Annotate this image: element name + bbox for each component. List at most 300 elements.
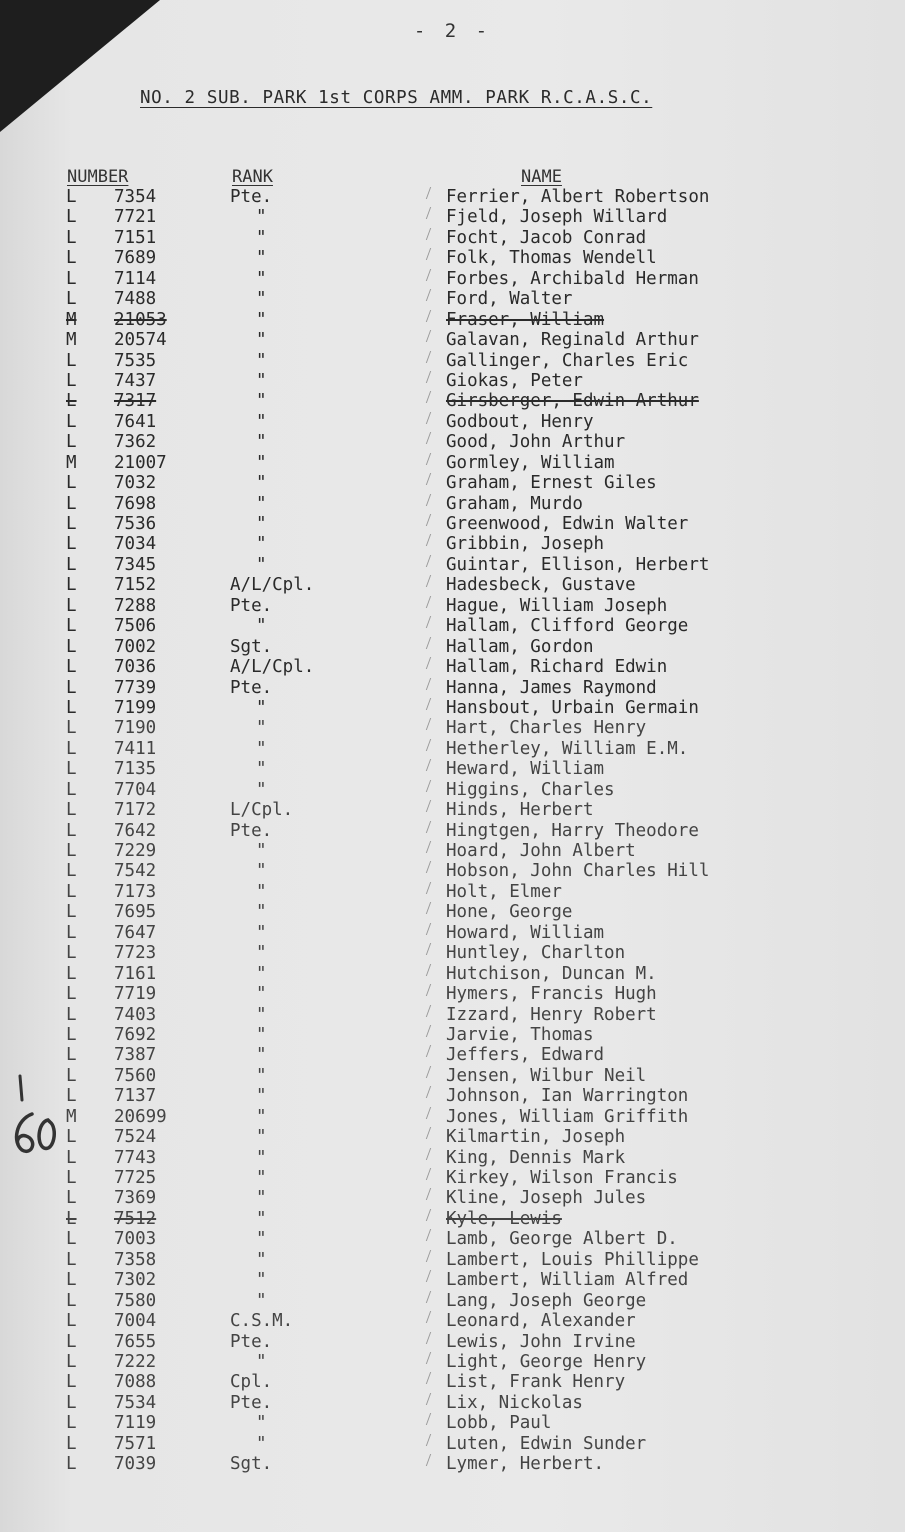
roster-row [0,882,905,902]
rank: " [256,943,267,964]
soldier-name: Fraser, William [446,309,605,330]
service-number: 7004 [114,1311,157,1332]
service-number: 7199 [114,697,157,718]
service-prefix: L [66,820,77,841]
service-number: 7362 [114,432,157,453]
soldier-name: Hallam, Gordon [446,636,594,657]
soldier-name: Hague, William Joseph [446,595,668,616]
service-prefix: L [66,1065,77,1086]
check-tick-mark [426,861,439,873]
check-tick-mark [426,902,439,914]
roster-row [0,1148,905,1168]
rank: Pte. [230,677,273,698]
soldier-name: Lobb, Paul [446,1413,552,1434]
service-number: 7692 [114,1024,157,1045]
service-prefix: L [66,1045,77,1066]
check-tick-mark [426,657,439,669]
service-number: 7173 [114,881,157,902]
roster-row [0,187,905,207]
roster-row [0,1270,905,1290]
service-prefix: L [66,187,77,207]
service-prefix: L [66,881,77,902]
service-prefix: L [66,718,77,739]
check-tick-mark [426,1332,439,1344]
check-tick-mark [426,616,439,628]
service-number: 7698 [114,493,157,514]
service-number: 7151 [114,227,157,248]
service-number: 7534 [114,1392,157,1413]
rank: " [256,330,267,351]
check-tick-mark [426,800,439,812]
service-prefix: L [66,1372,77,1393]
check-tick-mark [426,1229,439,1241]
check-tick-mark [426,596,439,608]
service-prefix: L [66,922,77,943]
soldier-name: Hansbout, Urbain Germain [446,697,699,718]
check-tick-mark [426,207,439,219]
rank: C.S.M. [230,1311,294,1332]
soldier-name: Jones, William Griffith [446,1106,689,1127]
soldier-name: Lambert, Louis Phillippe [446,1249,699,1270]
service-prefix: L [66,1127,77,1148]
service-prefix: L [66,493,77,514]
service-prefix: L [66,984,77,1005]
soldier-name: Folk, Thomas Wendell [446,248,657,269]
check-tick-mark [426,1311,439,1323]
check-tick-mark [426,1188,439,1200]
service-number: 7002 [114,636,157,657]
service-prefix: L [66,963,77,984]
service-prefix: L [66,677,77,698]
service-prefix: L [66,227,77,248]
check-tick-mark [426,1250,439,1262]
service-prefix: L [66,514,77,534]
roster-row [0,289,905,309]
rank: " [256,1188,267,1209]
soldier-name: Jeffers, Edward [446,1045,605,1066]
soldier-name: Kilmartin, Joseph [446,1127,626,1148]
rank: Pte. [230,187,273,207]
check-tick-mark [426,678,439,690]
rank: " [256,432,267,453]
service-number: 7506 [114,616,157,637]
rank: " [256,616,267,637]
soldier-name: Lang, Joseph George [446,1290,647,1311]
roster-row [0,1311,905,1331]
service-number: 7137 [114,1086,157,1107]
check-tick-mark [426,269,439,281]
soldier-name: Focht, Jacob Conrad [446,227,647,248]
roster-row [0,1127,905,1147]
soldier-name: Ferrier, Albert Robertson [446,187,710,207]
header-number: NUMBER [67,167,129,187]
rank: " [256,534,267,555]
roster-row [0,534,905,554]
roster-row [0,616,905,636]
service-prefix: L [66,943,77,964]
rank: " [256,1127,267,1148]
service-number: 7524 [114,1127,157,1148]
check-tick-mark [426,432,439,444]
soldier-name: Hart, Charles Henry [446,718,647,739]
rank: Sgt. [230,636,273,657]
service-number: 7642 [114,820,157,841]
rank: " [256,452,267,473]
service-number: 7135 [114,759,157,780]
soldier-name: Hadesbeck, Gustave [446,575,636,596]
service-number: 7655 [114,1331,157,1352]
soldier-name: Lewis, John Irvine [446,1331,636,1352]
roster-row [0,1168,905,1188]
check-tick-mark [426,964,439,976]
service-prefix: L [66,902,77,923]
roster-row [0,391,905,411]
roster-row [0,1393,905,1413]
rank: " [256,1249,267,1270]
check-tick-mark [426,1127,439,1139]
rank: " [256,1270,267,1291]
rank: " [256,473,267,494]
soldier-name: Hone, George [446,902,573,923]
rank: " [256,1024,267,1045]
soldier-name: Howard, William [446,922,605,943]
roster-row [0,718,905,738]
rank: " [256,759,267,780]
check-tick-mark [426,1045,439,1057]
rank: A/L/Cpl. [230,575,315,596]
service-number: 7119 [114,1413,157,1434]
rank: Pte. [230,1331,273,1352]
roster-row [0,412,905,432]
service-number: 7725 [114,1168,157,1188]
soldier-name: Jensen, Wilbur Neil [446,1065,647,1086]
rank: " [256,1045,267,1066]
soldier-name: Lix, Nickolas [446,1392,583,1413]
service-prefix: L [66,391,77,412]
service-number: 7034 [114,534,157,555]
service-prefix: M [66,330,77,351]
roster-row [0,575,905,595]
rank: " [256,1147,267,1168]
service-number: 7114 [114,268,157,289]
page-number: - 2 - [413,20,492,42]
soldier-name: List, Frank Henry [446,1372,626,1393]
service-number: 7704 [114,779,157,800]
check-tick-mark [426,1209,439,1221]
roster-row [0,1413,905,1433]
soldier-name: Ford, Walter [446,289,573,310]
check-tick-mark [426,1372,439,1384]
soldier-name: Heward, William [446,759,605,780]
rank: " [256,881,267,902]
service-number: 7723 [114,943,157,964]
soldier-name: Hingtgen, Harry Theodore [446,820,699,841]
service-prefix: L [66,432,77,453]
service-prefix: L [66,738,77,759]
rank: " [256,268,267,289]
service-prefix: L [66,636,77,657]
check-tick-mark [426,248,439,260]
check-tick-mark [426,718,439,730]
soldier-name: Leonard, Alexander [446,1311,636,1332]
service-number: 7721 [114,207,157,228]
soldier-name: Hinds, Herbert [446,800,594,821]
service-prefix: M [66,1106,77,1127]
rank: " [256,554,267,575]
service-number: 7345 [114,554,157,575]
check-tick-mark [426,1025,439,1037]
soldier-name: Luten, Edwin Sunder [446,1433,647,1454]
service-number: 7719 [114,984,157,1005]
service-prefix: L [66,575,77,596]
roster-row [0,473,905,493]
check-tick-mark [426,984,439,996]
rank: " [256,350,267,371]
roster-row [0,555,905,575]
rank: Pte. [230,595,273,616]
soldier-name: Jarvie, Thomas [446,1024,594,1045]
service-number: 20574 [114,330,167,351]
service-number: 7161 [114,963,157,984]
rank: " [256,1351,267,1372]
roster-row [0,1025,905,1045]
service-number: 7003 [114,1229,157,1250]
service-prefix: L [66,473,77,494]
service-number: 20699 [114,1106,167,1127]
soldier-name: Kline, Joseph Jules [446,1188,647,1209]
service-number: 7403 [114,1004,157,1025]
check-tick-mark [426,1413,439,1425]
service-prefix: L [66,1147,77,1168]
service-prefix: L [66,1168,77,1188]
check-tick-mark [426,310,439,322]
soldier-name: Hoard, John Albert [446,841,636,861]
service-prefix: L [66,1004,77,1025]
service-prefix: M [66,452,77,473]
roster-row [0,494,905,514]
service-prefix: L [66,207,77,228]
rank: " [256,779,267,800]
service-prefix: L [66,289,77,310]
rank: " [256,207,267,228]
handwritten-margin-note [6,1070,62,1160]
roster-row [0,943,905,963]
check-tick-mark [426,228,439,240]
roster-row [0,1250,905,1270]
service-number: 7647 [114,922,157,943]
rank: " [256,1106,267,1127]
check-tick-mark [426,1086,439,1098]
roster-row [0,902,905,922]
rank: " [256,1208,267,1229]
roster-row [0,657,905,677]
soldier-name: Lamb, George Albert D. [446,1229,678,1250]
soldier-name: Hetherley, William E.M. [446,738,689,759]
service-prefix: L [66,370,77,391]
soldier-name: Greenwood, Edwin Walter [446,514,689,534]
rank: Pte. [230,1392,273,1413]
service-number: 7411 [114,738,157,759]
service-number: 7317 [114,391,157,412]
roster-row [0,698,905,718]
service-prefix: L [66,1024,77,1045]
rank: " [256,1229,267,1250]
service-number: 7039 [114,1454,157,1475]
service-number: 7542 [114,861,157,882]
service-prefix: L [66,268,77,289]
check-tick-mark [426,391,439,403]
rank: " [256,493,267,514]
roster-row [0,861,905,881]
check-tick-mark [426,1393,439,1405]
check-tick-mark [426,698,439,710]
rank: " [256,1433,267,1454]
check-tick-mark [426,943,439,955]
service-number: 7288 [114,595,157,616]
roster-row [0,1229,905,1249]
check-tick-mark [426,759,439,771]
check-tick-mark [426,534,439,546]
check-tick-mark [426,187,439,199]
check-tick-mark [426,473,439,485]
rank: " [256,514,267,534]
rank: " [256,902,267,923]
rank: " [256,1004,267,1025]
service-number: 21007 [114,452,167,473]
check-tick-mark [426,882,439,894]
soldier-name: Graham, Murdo [446,493,583,514]
roster-row [0,269,905,289]
soldier-name: Hallam, Richard Edwin [446,657,668,678]
roster-row [0,1107,905,1127]
roster-row [0,1188,905,1208]
check-tick-mark [426,514,439,526]
soldier-name: Gallinger, Charles Eric [446,350,689,371]
service-prefix: L [66,800,77,821]
rank: " [256,922,267,943]
roster-row [0,1209,905,1229]
service-number: 21053 [114,309,167,330]
service-number: 7512 [114,1208,157,1229]
service-number: 7036 [114,657,157,678]
soldier-name: Lymer, Herbert. [446,1454,605,1475]
roster-row [0,207,905,227]
check-tick-mark [426,1454,439,1466]
roster-row [0,1372,905,1392]
service-number: 7689 [114,248,157,269]
soldier-name: Kyle, Lewis [446,1208,562,1229]
service-prefix: L [66,1311,77,1332]
soldier-name: King, Dennis Mark [446,1147,626,1168]
roster-row [0,637,905,657]
service-prefix: L [66,861,77,882]
check-tick-mark [426,289,439,301]
rank: " [256,1086,267,1107]
roster-row [0,310,905,330]
soldier-name: Johnson, Ian Warrington [446,1086,689,1107]
service-number: 7088 [114,1372,157,1393]
service-prefix: L [66,411,77,432]
soldier-name: Holt, Elmer [446,881,562,902]
service-prefix: L [66,697,77,718]
rank: " [256,963,267,984]
roster-row [0,330,905,350]
service-prefix: L [66,595,77,616]
roster-row [0,1291,905,1311]
check-tick-mark [426,494,439,506]
rank: Pte. [230,820,273,841]
check-tick-mark [426,453,439,465]
roster-row [0,514,905,534]
service-prefix: L [66,1208,77,1229]
service-number: 7302 [114,1270,157,1291]
service-number: 7222 [114,1351,157,1372]
soldier-name: Guintar, Ellison, Herbert [446,554,710,575]
rank: L/Cpl. [230,800,294,821]
check-tick-mark [426,841,439,853]
soldier-name: Lambert, William Alfred [446,1270,689,1291]
check-tick-mark [426,1066,439,1078]
check-tick-mark [426,575,439,587]
rank: Sgt. [230,1454,273,1475]
check-tick-mark [426,330,439,342]
service-number: 7695 [114,902,157,923]
soldier-name: Giokas, Peter [446,370,583,391]
check-tick-mark [426,780,439,792]
roster-row [0,1434,905,1454]
rank: " [256,391,267,412]
roster-row [0,1086,905,1106]
roster-row [0,228,905,248]
service-prefix: L [66,1086,77,1107]
service-prefix: M [66,309,77,330]
header-name: NAME [521,167,562,187]
roster-row [0,984,905,1004]
service-number: 7580 [114,1290,157,1311]
service-prefix: L [66,248,77,269]
service-prefix: L [66,1331,77,1352]
soldier-name: Gribbin, Joseph [446,534,605,555]
service-number: 7739 [114,677,157,698]
check-tick-mark [426,1270,439,1282]
service-prefix: L [66,1270,77,1291]
rank: " [256,1290,267,1311]
rank: " [256,227,267,248]
roster-row [0,739,905,759]
service-prefix: L [66,759,77,780]
service-prefix: L [66,1433,77,1454]
check-tick-mark [426,351,439,363]
service-prefix: L [66,1249,77,1270]
roster-row [0,371,905,391]
roster-row [0,1066,905,1086]
service-prefix: L [66,554,77,575]
roster-row [0,432,905,452]
roster-row [0,596,905,616]
rank: " [256,248,267,269]
soldier-name: Fjeld, Joseph Willard [446,207,668,228]
roster-row [0,453,905,473]
service-number: 7488 [114,289,157,310]
check-tick-mark [426,1107,439,1119]
header-rank: RANK [232,167,273,187]
service-number: 7437 [114,370,157,391]
service-number: 7641 [114,411,157,432]
soldier-name: Higgins, Charles [446,779,615,800]
service-number: 7354 [114,187,157,207]
check-tick-mark [426,637,439,649]
roster-row [0,780,905,800]
